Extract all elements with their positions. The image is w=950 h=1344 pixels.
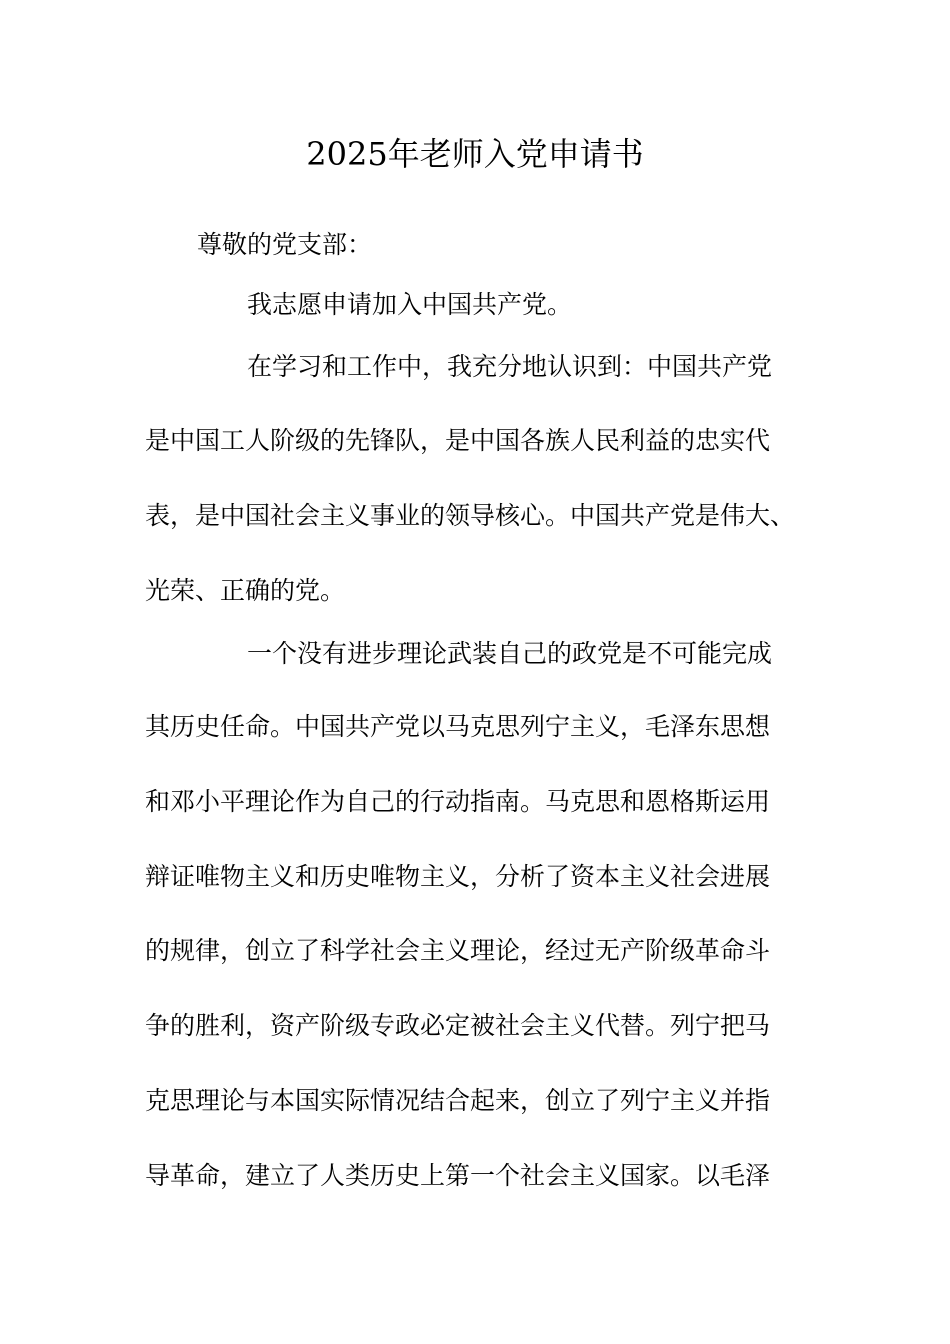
paragraph-line: 一个没有进步理论武装自己的政党是不可能完成 <box>247 639 773 668</box>
paragraph-line: 我志愿申请加入中国共产党。 <box>247 290 573 319</box>
paragraph-line: 辩证唯物主义和历史唯物主义，分析了资本主义社会进展 <box>145 862 771 891</box>
paragraph-line: 其历史任命。中国共产党以马克思列宁主义，毛泽东思想 <box>145 712 771 741</box>
paragraph-line: 争的胜利，资产阶级专政必定被社会主义代替。列宁把马 <box>145 1011 771 1040</box>
paragraph-line: 是中国工人阶级的先锋队，是中国各族人民利益的忠实代 <box>145 426 771 455</box>
paragraph-line: 表，是中国社会主义事业的领导核心。中国共产党是伟大、 <box>145 501 796 530</box>
paragraph-line: 在学习和工作中，我充分地认识到：中国共产党 <box>247 352 773 381</box>
paragraph-line: 和邓小平理论作为自己的行动指南。马克思和恩格斯运用 <box>145 787 771 816</box>
paragraph-line: 光荣、正确的党。 <box>145 576 346 605</box>
paragraph-line: 导革命，建立了人类历史上第一个社会主义国家。以毛泽 <box>145 1161 771 1190</box>
paragraph-line: 克思理论与本国实际情况结合起来，创立了列宁主义并指 <box>145 1086 771 1115</box>
salutation: 尊敬的党支部： <box>197 230 373 259</box>
document-title: 2025年老师入党申请书 <box>306 135 644 173</box>
paragraph-line: 的规律，创立了科学社会主义理论，经过无产阶级革命斗 <box>145 936 771 965</box>
